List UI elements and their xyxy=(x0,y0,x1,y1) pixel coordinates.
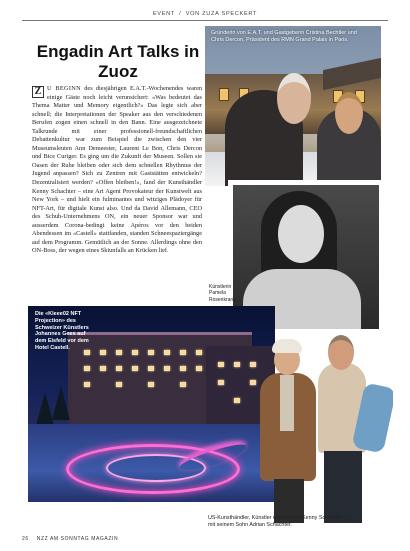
photo-window xyxy=(219,88,229,101)
photo-person-left-head xyxy=(277,73,311,124)
photo-window-light xyxy=(100,350,106,355)
page-footer xyxy=(22,536,118,542)
photo2-caption: Künstlerin Pamela Rosenkranz. xyxy=(209,284,238,303)
photo-window-light xyxy=(84,382,90,387)
photo-schachter xyxy=(248,325,393,523)
photo-nft-projection xyxy=(28,306,275,502)
photo-window-light xyxy=(218,380,224,385)
photo-scarf xyxy=(280,375,294,431)
photo-window-light xyxy=(234,362,240,367)
photo-window-light xyxy=(132,366,138,371)
section-header xyxy=(130,11,280,17)
photo-window-light xyxy=(100,366,106,371)
lead-in: U BEGINN xyxy=(47,85,81,92)
photo-window-light xyxy=(180,350,186,355)
photo-window-light xyxy=(116,366,122,371)
photo-legs-right xyxy=(324,451,362,523)
article-body xyxy=(32,85,202,256)
header-separator: / xyxy=(179,11,182,17)
photo-person-right-head xyxy=(328,335,354,370)
photo-window-light xyxy=(148,350,154,355)
photo-window-light xyxy=(196,350,202,355)
article-text: des diesjährigen E.A.T.-Wochenendes waren einige Gäste noch leicht verunsichert: «Was bedeutet das Thema Matter und Memory eigentlich?» Das legte sich aber schnell; die Interpretationen der Speaker aus den verschiedenen Berufen zogen einen schnell in den Bann. Eine ausgezeichnete Talkrunde mit einer professionell-freundschaftlichen Debattenkultur war zum Beispiel die zwischen den vier Museumsleuten Ann Demeester, Laurent Le Bon, Chris Dercon und Bice Curiger. Es ging um die Zukunft der Museen. Sollen sie Oasen der Ruhe bleiben oder sich dem schnellen Rhythmus der Jugend anpassen? Sich zu Zentren mit Gaststätten entwickeln? Dezentralisiert werden? «Offen bleiben!», fand der Kunsthändler Kenny Schachter – eine Art Agent Provokateur der Kunstwelt aus New York – und hielt ein fulminantes und witziges Plädoyer für NFT-Art, für digitale Kunst also. Und da David Allemann, CEO des Schuh-Unternehmens ON, ein neuer Sponsor war und ausserdem Corona-bedingt keine Apéros vor den beiden Abendessen im «Castell» stattfanden, standen Schneespaziergänge auf dem Programm. Gemütlich an der Sonne. Allerdings ohne den ON-Boss, der wegen eines Skiunfalls an Krücken lief. xyxy=(32,85,202,255)
photo-person-right-head xyxy=(335,92,363,134)
photo-window-light xyxy=(116,350,122,355)
photo-window-light xyxy=(148,366,154,371)
photo-window-light xyxy=(116,382,122,387)
photo1-caption: Gründerin von E.A.T. und Gastgeberin Cristina Bechtler und Chris Dercon, Präsident des RMN Grand Palais in Paris. xyxy=(211,30,357,43)
header-rule xyxy=(22,20,388,21)
photo-window-light xyxy=(164,366,170,371)
publication-name: NZZ AM SONNTAG MAGAZIN xyxy=(36,536,119,542)
article-title: Engadin Art Talks in Zuoz xyxy=(36,42,200,81)
photo-hat xyxy=(272,339,302,353)
page-number: 26 xyxy=(22,536,29,542)
photo-window-light xyxy=(218,362,224,367)
drop-cap: Z xyxy=(32,86,44,98)
photo-face xyxy=(278,205,324,263)
photo3-caption: Die «Kleee02 NFT Projection» des Schweizer Künstlers Johannes Gees auf dem Eisfeld vor dem Hotel Castell. xyxy=(35,311,89,351)
photo-window-light xyxy=(180,366,186,371)
photo4-caption: US-Kunsthändler, Künstler und Dozent Kenny Schachter (r.) mit seinem Sohn Adrian Schachter. xyxy=(208,515,352,528)
byline: VON ZUZA SPECKERT xyxy=(185,11,258,17)
photo-window-light xyxy=(196,366,202,371)
photo-window-light xyxy=(132,350,138,355)
photo-tree xyxy=(52,386,70,420)
photo-bechtler-dercon xyxy=(205,26,381,186)
photo-window-light xyxy=(234,398,240,403)
photo-window-light xyxy=(180,382,186,387)
photo-window-light xyxy=(148,382,154,387)
section-label: EVENT xyxy=(152,11,175,17)
photo-window-light xyxy=(164,350,170,355)
photo-window-light xyxy=(84,366,90,371)
